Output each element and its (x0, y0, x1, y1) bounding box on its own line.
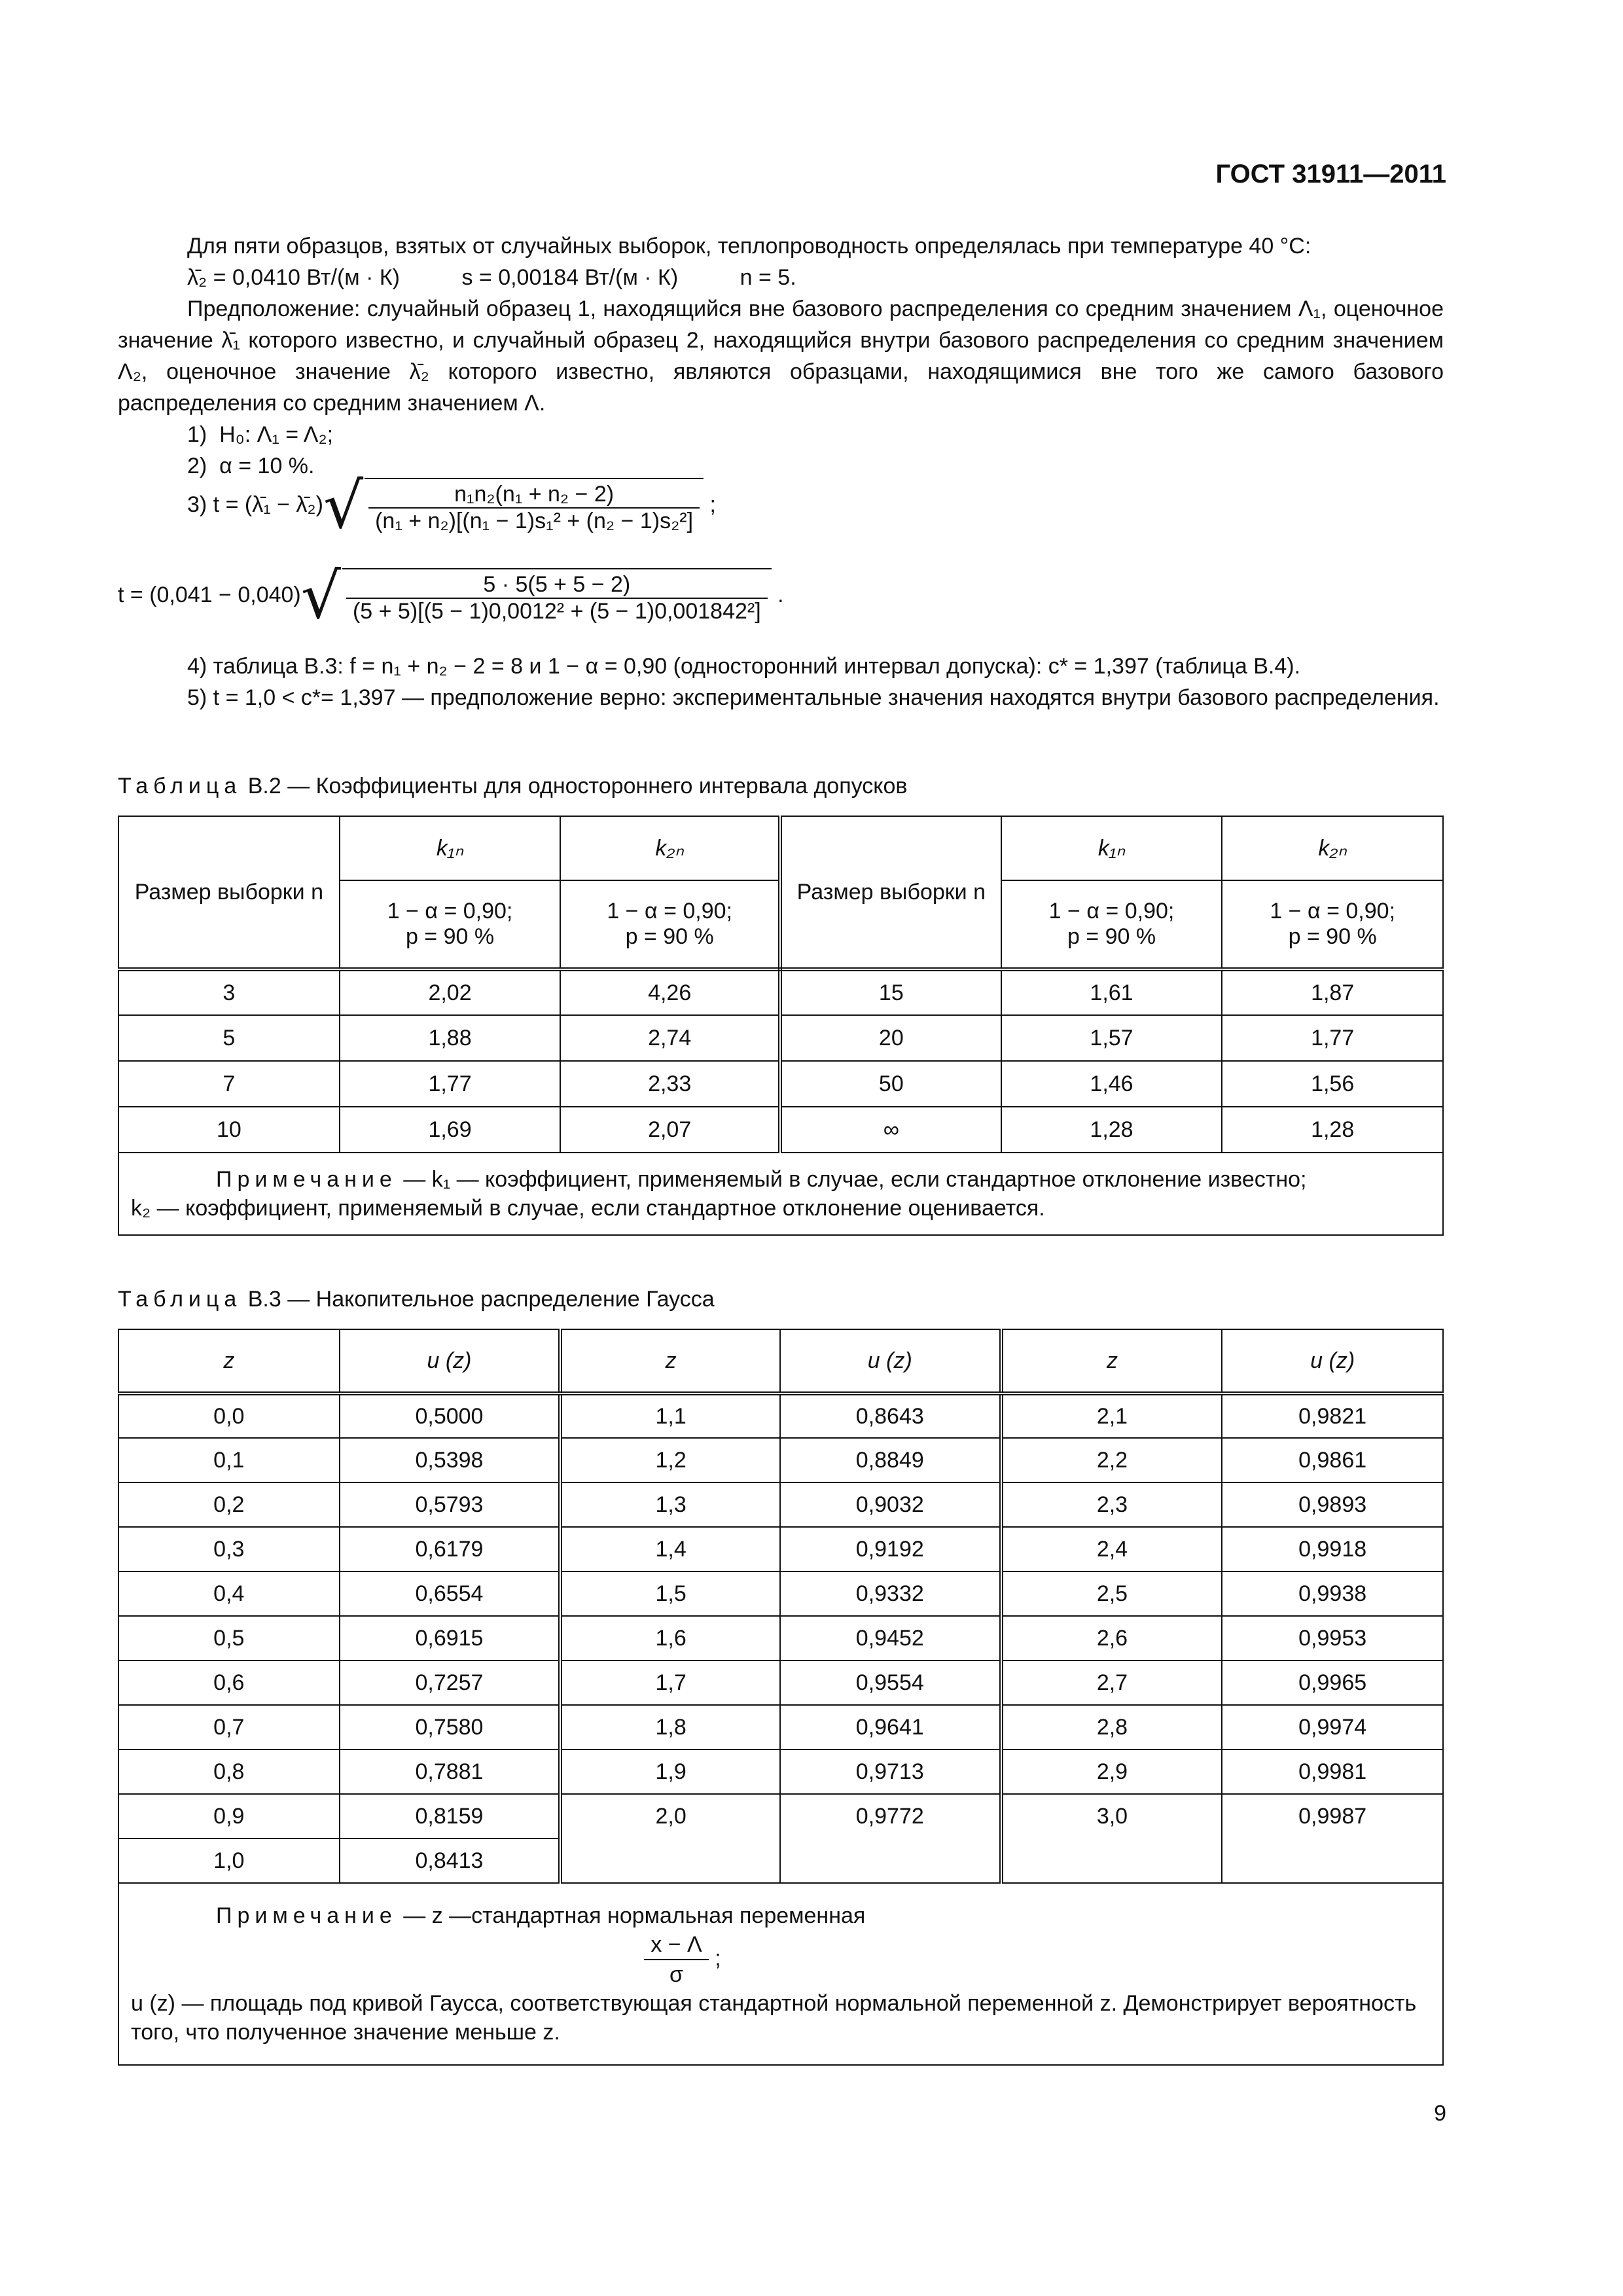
table-cell: 0,7 (118, 1705, 340, 1749)
table-b2-header-size: Размер выборки n (118, 816, 340, 969)
document-id: ГОСТ 31911—2011 (1215, 160, 1446, 188)
table-cell: 1,8 (560, 1705, 780, 1749)
table-cell: 2,0 (560, 1794, 780, 1883)
table-cell: 10 (118, 1107, 340, 1153)
table-row (118, 1393, 1443, 1438)
table-cell: 0,9965 (1222, 1660, 1443, 1705)
table-cell: 1,3 (560, 1482, 780, 1527)
table-cell: 0,7257 (340, 1660, 561, 1705)
table-cell: 0,8413 (340, 1839, 561, 1883)
calc-denominator: (5 + 5)[(5 − 1)0,0012² + (5 − 1)0,001842²] (352, 599, 761, 624)
calc-suffix: . (777, 582, 784, 607)
table-cell: 0,8643 (780, 1393, 1001, 1438)
table-cell: 0,9918 (1222, 1527, 1443, 1571)
table-cell: 0,2 (118, 1482, 340, 1527)
table-cell: 1,57 (1001, 1015, 1222, 1061)
table-b2-note-prefix: Примечание (216, 1167, 397, 1192)
table-cell: 2,07 (560, 1107, 780, 1153)
table-cell: 2,3 (1001, 1482, 1222, 1527)
table-cell: 1,28 (1222, 1107, 1443, 1153)
table-cell: 0,5 (118, 1616, 340, 1660)
table-cell: 1,88 (340, 1015, 561, 1061)
table-row (118, 969, 1443, 1015)
table-b2-note (118, 1153, 1443, 1235)
table-b3-note-formula (131, 1930, 1431, 1989)
table-cell: 2,02 (340, 969, 561, 1015)
table-cell: 0,9641 (780, 1705, 1001, 1749)
table-cell: 2,7 (1001, 1660, 1222, 1705)
table-cell: 0,3 (118, 1527, 340, 1571)
formula-t-denominator: (n₁ + n₂)[(n₁ − 1)s₁² + (n₂ − 1)s₂²] (375, 509, 694, 533)
table-cell: 0,9974 (1222, 1705, 1443, 1749)
table-cell: 0,7580 (340, 1705, 561, 1749)
table-cell: 0,9821 (1222, 1393, 1443, 1438)
table-cell: 0,9987 (1222, 1794, 1443, 1883)
formula-t-suffix: ; (709, 492, 716, 517)
table-b2-header-k2: k₂ₙ (560, 816, 780, 880)
table-cell: 1,0 (118, 1839, 340, 1883)
step-1: 1) H₀: Λ₁ = Λ₂; (187, 422, 334, 447)
note-frac-numerator: x − Λ (644, 1930, 708, 1960)
table-row (118, 1438, 1443, 1482)
table-b2-note-line1: — k₁ — коэффициент, применяемый в случае, если стандартное отклонение известно; (397, 1167, 1307, 1192)
formula-t-prefix: 3) t = (λ̄₁ − λ̄₂) (187, 492, 323, 517)
formula-t-calculation (118, 560, 784, 633)
table-b3-note-line1: — z —стандартная нормальная переменная (397, 1903, 866, 1928)
table-cell: 0,5398 (340, 1438, 561, 1482)
table-b2-header-sub: 1 − α = 0,90; p = 90 % (560, 880, 780, 969)
table-b2-note-line2: k₂ — коэффициент, применяемый в случае, если стандартное отклонение оценивается. (131, 1196, 1045, 1221)
table-row (118, 1660, 1443, 1705)
table-cell: 2,74 (560, 1015, 780, 1061)
table-cell: 0,9452 (780, 1616, 1001, 1660)
table-cell: 0,9861 (1222, 1438, 1443, 1482)
table-b2-caption (118, 774, 907, 799)
table-b3-caption-title: В.3 — Накопительное распределение Гаусса (241, 1287, 715, 1312)
table-cell: 0,9032 (780, 1482, 1001, 1527)
note-frac-denominator: σ (669, 1962, 684, 1987)
table-cell: 2,9 (1001, 1749, 1222, 1794)
table-cell: 1,9 (560, 1749, 780, 1794)
table-b2-header-k1-2: k₁ₙ (1001, 816, 1222, 880)
table-cell: 4,26 (560, 969, 780, 1015)
table-cell: 50 (780, 1061, 1001, 1107)
table-b3-caption-prefix: Таблица (118, 1287, 242, 1312)
table-cell: 1,56 (1222, 1061, 1443, 1107)
table-row (118, 1061, 1443, 1107)
sqrt-icon: √ (300, 560, 341, 633)
table-cell: 1,6 (560, 1616, 780, 1660)
table-cell: 1,4 (560, 1527, 780, 1571)
paragraph-samples: Для пяти образцов, взятых от случайных выборок, теплопроводность определялась при температуре 40 °С: (187, 234, 1311, 259)
table-b2-header-k1: k₁ₙ (340, 816, 561, 880)
table-row (118, 1794, 1443, 1839)
paragraph-assumption: Предположение: случайный образец 1, находящийся вне базового распределения со средним значением Λ₁, оценочное значение λ̄₁ которого известно, и случайный образец 2, находящийся внутри базового распределения со средним значением Λ₂, оценочное значение λ̄₂ которого известно, являются образцами, находящимися вне того же самого базового распределения со средним значением Λ. (118, 296, 1444, 416)
table-cell: 1,46 (1001, 1061, 1222, 1107)
table-row (118, 1527, 1443, 1571)
table-cell: 0,9713 (780, 1749, 1001, 1794)
formula-t-numerator: n₁n₂(n₁ + n₂ − 2) (368, 482, 700, 509)
table-cell: 3 (118, 969, 340, 1015)
body-text-steps (118, 651, 1444, 713)
table-row (118, 1571, 1443, 1616)
table-b2-header-size-2: Размер выборки n (780, 816, 1001, 969)
table-b3-header-z: z (118, 1329, 340, 1393)
table-cell: 5 (118, 1015, 340, 1061)
table-cell: 1,1 (560, 1393, 780, 1438)
table-b3-note-line2: u (z) — площадь под кривой Гаусса, соответствующая стандартной нормальной переменной z. Демонстрирует вероятность того, что полученное значение меньше z. (131, 1991, 1417, 2045)
table-cell: 0,6 (118, 1660, 340, 1705)
table-cell: 1,5 (560, 1571, 780, 1616)
table-cell: 15 (780, 969, 1001, 1015)
table-cell: 20 (780, 1015, 1001, 1061)
table-cell: 0,4 (118, 1571, 340, 1616)
table-b3-header-z: z (1001, 1329, 1222, 1393)
table-cell: 0,9772 (780, 1794, 1001, 1883)
table-cell: 0,8 (118, 1749, 340, 1794)
table-cell: 0,1 (118, 1438, 340, 1482)
table-b2-header-sub: 1 − α = 0,90; p = 90 % (1222, 880, 1443, 969)
table-cell: 0,8159 (340, 1794, 561, 1839)
table-b2-caption-title: В.2 — Коэффициенты для одностороннего интервала допусков (241, 774, 908, 798)
page-number: 9 (1434, 2101, 1446, 2126)
table-b3-header-u: u (z) (340, 1329, 561, 1393)
table-cell: 1,61 (1001, 969, 1222, 1015)
table-cell: 0,9953 (1222, 1616, 1443, 1660)
table-b3-note (118, 1883, 1443, 2065)
table-row (118, 1482, 1443, 1527)
table-cell: 2,5 (1001, 1571, 1222, 1616)
table-b3-note-prefix: Примечание (216, 1903, 397, 1928)
sqrt-icon: √ (323, 469, 364, 543)
table-cell: 7 (118, 1061, 340, 1107)
table-row (118, 1107, 1443, 1153)
table-b3-header-z: z (560, 1329, 780, 1393)
table-cell: 0,9 (118, 1794, 340, 1839)
table-b3-caption (118, 1287, 715, 1312)
table-cell: 2,8 (1001, 1705, 1222, 1749)
calc-prefix: t = (0,041 − 0,040) (118, 582, 301, 607)
step-4: 4) таблица В.3: f = n₁ + n₂ − 2 = 8 и 1 − α = 0,90 (односторонний интервал допуска): c* = 1,397 (таблица В.4). (187, 654, 1301, 679)
table-row (118, 1749, 1443, 1794)
table-row (118, 1015, 1443, 1061)
table-cell: 0,9981 (1222, 1749, 1443, 1794)
table-b3-header-u: u (z) (1222, 1329, 1443, 1393)
table-cell: 2,4 (1001, 1527, 1222, 1571)
table-cell: 0,9554 (780, 1660, 1001, 1705)
table-cell: 2,1 (1001, 1393, 1222, 1438)
step-5: 5) t = 1,0 < c*= 1,397 — предположение верно: экспериментальные значения находятся внутри базового распределения. (187, 685, 1440, 710)
table-b2 (118, 816, 1444, 1236)
table-cell: 0,6179 (340, 1527, 561, 1571)
table-row (118, 1705, 1443, 1749)
table-cell: 1,7 (560, 1660, 780, 1705)
table-b2-caption-prefix: Таблица (118, 774, 242, 798)
table-cell: 0,9192 (780, 1527, 1001, 1571)
note-frac-suffix: ; (715, 1945, 721, 1971)
table-cell: 0,7881 (340, 1749, 561, 1794)
paragraph-values: λ̄₂ = 0,0410 Вт/(м · К) s = 0,00184 Вт/(м · К) n = 5. (187, 265, 796, 290)
table-cell: ∞ (780, 1107, 1001, 1153)
table-cell: 1,28 (1001, 1107, 1222, 1153)
table-cell: 2,33 (560, 1061, 780, 1107)
table-row (118, 1616, 1443, 1660)
table-cell: 3,0 (1001, 1794, 1222, 1883)
table-cell: 1,87 (1222, 969, 1443, 1015)
body-text (118, 230, 1444, 482)
formula-t-general (187, 469, 716, 543)
table-cell: 0,9332 (780, 1571, 1001, 1616)
table-b2-header-k2-2: k₂ₙ (1222, 816, 1443, 880)
table-cell: 1,77 (1222, 1015, 1443, 1061)
table-cell: 1,77 (340, 1061, 561, 1107)
table-cell: 0,9893 (1222, 1482, 1443, 1527)
table-cell: 0,5000 (340, 1393, 561, 1438)
table-cell: 0,8849 (780, 1438, 1001, 1482)
table-cell: 1,69 (340, 1107, 561, 1153)
table-cell: 2,2 (1001, 1438, 1222, 1482)
table-b2-header-sub: 1 − α = 0,90; p = 90 % (340, 880, 561, 969)
table-cell: 0,9938 (1222, 1571, 1443, 1616)
table-cell: 0,6915 (340, 1616, 561, 1660)
calc-numerator: 5 · 5(5 + 5 − 2) (346, 572, 768, 599)
table-b2-header-sub: 1 − α = 0,90; p = 90 % (1001, 880, 1222, 969)
table-cell: 0,6554 (340, 1571, 561, 1616)
table-cell: 1,2 (560, 1438, 780, 1482)
step-2: 2) α = 10 %. (187, 454, 315, 478)
table-b3 (118, 1329, 1444, 2066)
table-cell: 2,6 (1001, 1616, 1222, 1660)
table-b3-header-u: u (z) (780, 1329, 1001, 1393)
table-cell: 0,5793 (340, 1482, 561, 1527)
table-cell: 0,0 (118, 1393, 340, 1438)
